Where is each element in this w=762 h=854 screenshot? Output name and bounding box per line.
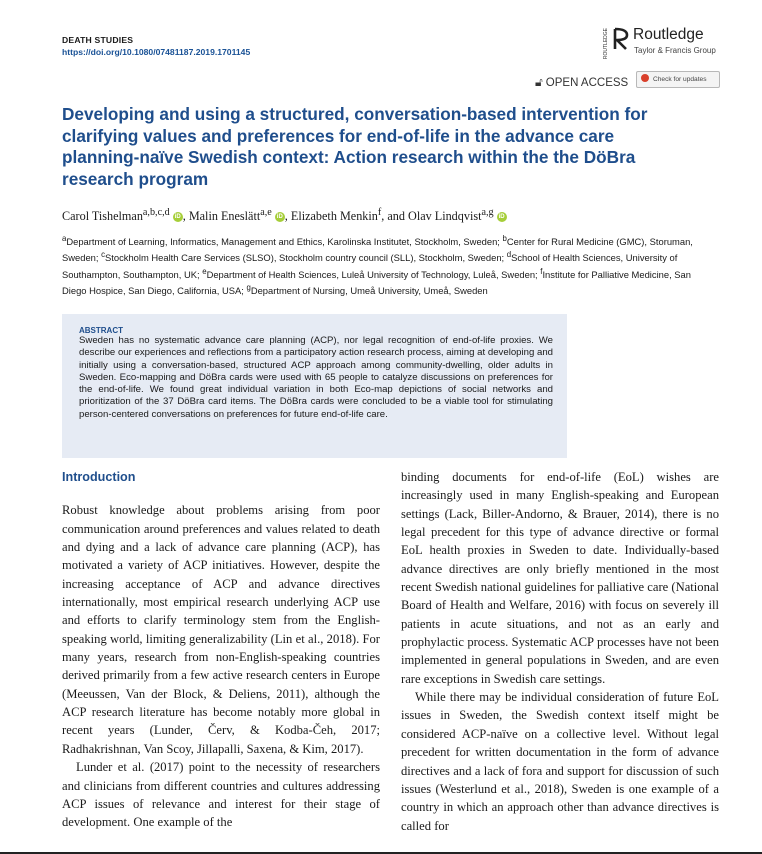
author-affil-sup: a,b,c,d bbox=[142, 207, 170, 218]
affil-sup: a bbox=[62, 234, 67, 243]
publisher-logo bbox=[603, 24, 725, 60]
affil-text: Department of Nursing, Umeå University, Umeå, Sweden bbox=[250, 285, 488, 297]
check-updates-button[interactable] bbox=[636, 71, 720, 88]
publisher-side-label: ROUTLEDGE bbox=[603, 28, 609, 60]
body-paragraph: binding documents for end-of-life (EoL) wishes are increasingly used in many English-speaking and European settings (Lack, Biller-Andorno, & Brauer, 2014), there is no legal precedent for this type of advance directive or formal EoL health proxies in Sweden to date. Individually-based advance directives are only briefly mentioned in the most recent Swedish national guidelines for palliative care (National Board of Health and Welfare, 2016) with focus on severely ill patients in acute situations, and not as an early and prophylactic process. Systematic ACP processes have not been implemented in general populations in Sweden, and are even rare exceptions in Swedish care settings. bbox=[401, 470, 719, 686]
body-paragraph: Lunder et al. (2017) point to the necessity of researchers and clinicians from different countries and cultures addressing ACP issues of relevance and interest for their stage of development. One example of the bbox=[62, 760, 380, 830]
journal-name: DEATH STUDIES bbox=[62, 35, 134, 45]
section-heading-introduction: Introduction bbox=[62, 470, 136, 484]
abstract-box bbox=[62, 314, 567, 458]
body-column-left bbox=[62, 468, 380, 832]
abstract-text: Sweden has no systematic advance care planning (ACP), nor legal recognition of end-of-life proxies. We describe our experiences and reflections from a participatory action research process, aiming at developing and initially using a conversation-based, structured ACP approach among community-dwelling, older adults in Sweden. Eco-mapping and DöBra cards were used with 65 people to catalyze discussions on preferences for the end-of-life. We found great individual variation in both Eco-map depictions of social networks and prioritization of the 37 DöBra card items. The DöBra cards were concluded to be a viable tool for stimulating person-centered conversations on preferences for future end-of-life care. bbox=[79, 335, 553, 420]
affil-text: Institute for Palliative Medicine, San Diego Hospice, San Diego, California, USA; bbox=[62, 268, 691, 297]
article-title: Developing and using a structured, conversation-based intervention for clarifying values and preferences for end-of-life in the advance care planning-naïve Swedish context: Action research within the the DöBra research program bbox=[62, 104, 648, 189]
affiliations bbox=[62, 232, 712, 297]
abstract-heading: ABSTRACT bbox=[79, 326, 123, 335]
affil-sup: c bbox=[101, 250, 106, 260]
author-affil-sup: a,g bbox=[481, 207, 494, 218]
author-name: Carol Tishelman bbox=[62, 209, 143, 224]
author-name: Malin Eneslätt bbox=[188, 209, 261, 224]
author-affil-sup: f bbox=[377, 207, 382, 218]
orcid-icon[interactable]: iD bbox=[276, 214, 283, 221]
open-access-text: OPEN ACCESS bbox=[545, 77, 629, 89]
routledge-logo bbox=[613, 27, 629, 51]
author-affil-sup: a,e bbox=[260, 207, 272, 218]
author-list bbox=[62, 205, 712, 224]
check-updates-label: Check for updates bbox=[653, 76, 707, 83]
author-separator: , and bbox=[381, 209, 409, 224]
affil-text: School of Health Sciences, University of Southampton, Southampton, UK; bbox=[62, 252, 678, 280]
body-paragraph: Robust knowledge about problems arising from poor communication around preferences and values related to death and dying and a lack of advance care planning (ACP), has motivated a variety of ACP initiatives. However, despite the increasing acceptance of ACP and advance directives internationally, most empirical research underlying ACP use and efforts to clarify terminology stem from the English-speaking world, limiting generalizability (Lin et al., 2018). For many years, research from non-English-speaking countries derived primarily from a few active research centers in Europe (Meeussen, Van der Block, & Deliens, 2011), although the ACP research literature has become notably more global in recent years (Lunder, Červ, & Kodba-Čeh, 2017; Radhakrishnan, Van Scoy, Jillapalli, Saxena, & Kim, 2017). bbox=[62, 503, 380, 756]
publisher-sub: Taylor & Francis Group bbox=[634, 46, 716, 55]
affil-sup: e bbox=[202, 266, 207, 276]
publisher-brand: Routledge bbox=[633, 26, 704, 43]
check-updates-icon bbox=[641, 74, 649, 82]
affil-sup: d bbox=[506, 250, 512, 260]
open-access-label bbox=[535, 75, 628, 90]
orcid-icon[interactable]: iD bbox=[174, 214, 181, 221]
author-separator: , bbox=[284, 209, 291, 224]
orcid-icon[interactable]: iD bbox=[498, 214, 505, 221]
author-name: Olav Lindqvist bbox=[408, 209, 482, 224]
open-access-lock-icon: 🔓︎ bbox=[535, 75, 543, 89]
body-paragraph: While there may be individual consideration of future EoL issues in Sweden, the Swedish context itself might be considered ACP-naïve on a collective level. Without legal precedent for written documentation in the form of advance directives and a lack of fora and support for discussion of such issues (Westerlund et al., 2018), Sweden is one example of a country in which an approach other than advance directives is called for bbox=[401, 690, 719, 833]
affil-sup: g bbox=[246, 282, 251, 292]
body-column-right bbox=[401, 468, 719, 835]
author-separator: , bbox=[182, 209, 189, 224]
affil-text: Center for Rural Medicine (GMC), Storuman, Sweden; bbox=[62, 236, 693, 264]
affil-sup: f bbox=[540, 266, 543, 276]
affil-text: Department of Learning, Informatics, Management and Ethics, Karolinska Institutet, Stockholm, Sweden; bbox=[66, 236, 503, 248]
doi-link[interactable]: https://doi.org/10.1080/07481187.2019.1701145 bbox=[62, 47, 251, 57]
affil-sup: b bbox=[502, 234, 507, 243]
affil-text: Stockholm Health Care Services (SLSO), Stockholm country council (SLL), Stockholm, Sweden; bbox=[105, 252, 507, 264]
journal-header bbox=[62, 34, 250, 58]
affil-text: Department of Health Sciences, Luleå University of Technology, Luleå, Sweden; bbox=[206, 268, 541, 280]
author-name: Elizabeth Menkin bbox=[290, 209, 378, 224]
